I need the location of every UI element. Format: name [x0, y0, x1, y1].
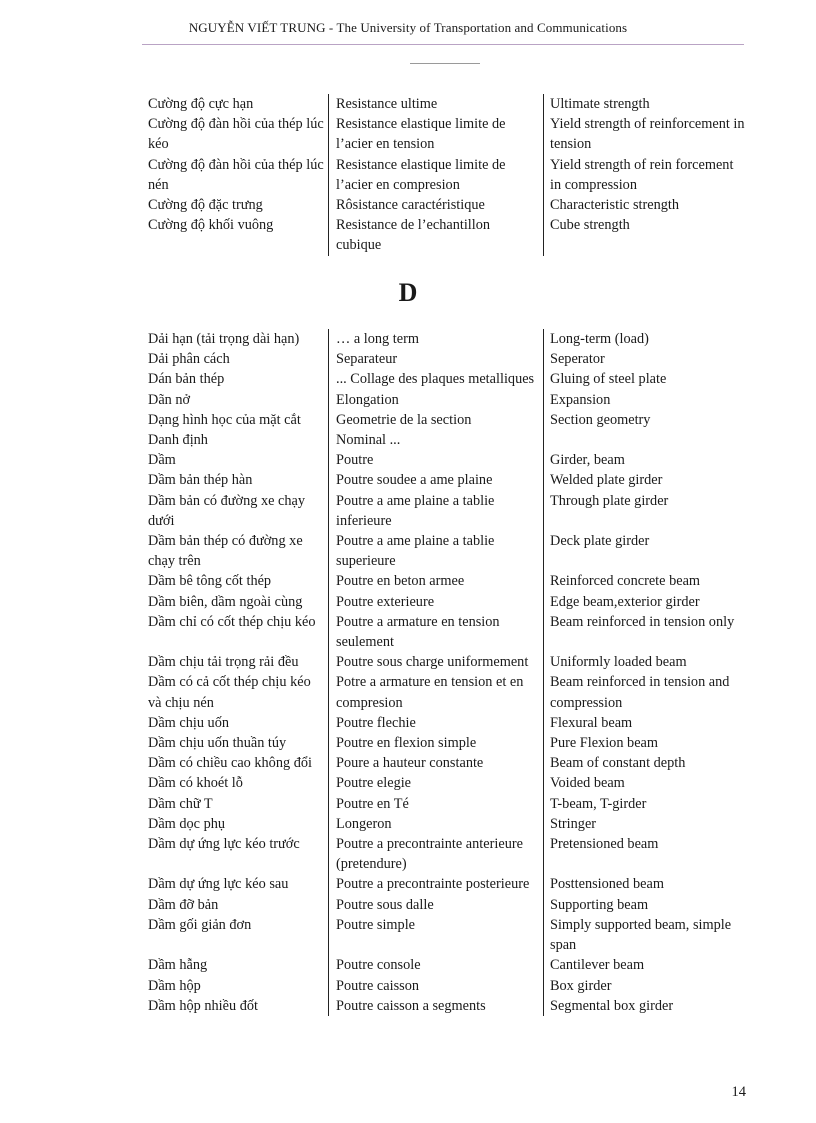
term-french: Separateur: [328, 349, 543, 369]
term-vietnamese: Dầm có chiều cao không đổi: [148, 755, 312, 772]
term-french: Poutre caisson a segments: [328, 996, 543, 1016]
term-english: Uniformly loaded beam: [543, 652, 745, 672]
term-french: Poutre: [328, 450, 543, 470]
term-french: Potre a armature en tension et en compresion: [328, 672, 543, 712]
term-vietnamese: Dạng hình học của mặt cắt: [148, 411, 301, 428]
term-french: Poutre a precontrainte anterieure (pretendure): [328, 834, 543, 874]
glossary-row: [148, 672, 748, 712]
term-french: Poutre sous dalle: [328, 895, 543, 915]
glossary-row: [148, 329, 748, 349]
term-french: Poutre en beton armee: [328, 571, 543, 591]
term-vietnamese: Dán bản thép: [148, 371, 225, 388]
glossary-row: [148, 895, 748, 915]
term-english: Edge beam,exterior girder: [543, 592, 745, 612]
term-english: Section geometry: [543, 410, 745, 430]
term-vietnamese: Dầm chịu uốn: [148, 714, 229, 731]
term-french: Resistance elastique limite de l’acier en tension: [328, 114, 543, 154]
term-french: Poutre a precontrainte posterieure: [328, 874, 543, 894]
term-french: Poutre a ame plaine a tablie superieure: [328, 531, 543, 571]
term-english: Beam reinforced in tension and compression: [543, 672, 745, 712]
term-english: Flexural beam: [543, 713, 745, 733]
term-french: Poutre a armature en tension seulement: [328, 612, 543, 652]
glossary-row: [148, 155, 748, 195]
glossary-row: [148, 592, 748, 612]
term-french: Elongation: [328, 390, 543, 410]
term-vietnamese: Dãn nở: [148, 391, 191, 408]
term-english: Characteristic strength: [543, 195, 745, 215]
term-english: Supporting beam: [543, 895, 745, 915]
term-french: Poutre simple: [328, 915, 543, 955]
glossary-row: [148, 531, 748, 571]
term-english: Yield strength of rein forcement in compression: [543, 155, 745, 195]
glossary-row: [148, 450, 748, 470]
header-divider: [142, 44, 744, 45]
term-french: Poutre a ame plaine a tablie inferieure: [328, 491, 543, 531]
term-vietnamese: Danh định: [148, 432, 208, 449]
term-english: Pretensioned beam: [543, 834, 745, 874]
term-vietnamese: Dầm bê tông cốt thép: [148, 573, 272, 590]
term-french: ... Collage des plaques metalliques: [328, 369, 543, 389]
term-english: Segmental box girder: [543, 996, 745, 1016]
glossary-row: [148, 915, 748, 955]
term-english: Box girder: [543, 976, 745, 996]
glossary-row: [148, 834, 748, 874]
glossary-row: [148, 713, 748, 733]
term-english: Seperator: [543, 349, 745, 369]
term-vietnamese: Dải hạn (tải trọng dài hạn): [148, 331, 300, 347]
term-french: Rôsistance caractéristique: [328, 195, 543, 215]
term-french: Poutre soudee a ame plaine: [328, 470, 543, 490]
term-french: Poutre elegie: [328, 773, 543, 793]
term-vietnamese: Dầm hộp: [148, 977, 201, 994]
term-french: Poutre console: [328, 955, 543, 975]
term-french: Poutre en Té: [328, 794, 543, 814]
term-english: Gluing of steel plate: [543, 369, 745, 389]
term-vietnamese: Cường độ khối vuông: [148, 217, 274, 234]
term-french: Resistance de l’echantillon cubique: [328, 215, 543, 255]
glossary-row: [148, 652, 748, 672]
term-vietnamese: Dầm bản thép có đường xe chạy trên: [148, 533, 303, 570]
term-english: Long-term (load): [543, 329, 745, 349]
term-english: Beam reinforced in tension only: [543, 612, 745, 652]
term-french: Poutre flechie: [328, 713, 543, 733]
term-english: Posttensioned beam: [543, 874, 745, 894]
glossary-row: [148, 215, 748, 255]
term-french: Poutre exterieure: [328, 592, 543, 612]
term-vietnamese: Dầm chịu tải trọng rải đều: [148, 654, 299, 671]
term-vietnamese: Cường độ đặc trưng: [148, 197, 263, 214]
glossary-row: [148, 996, 748, 1016]
term-english: Simply supported beam, simple span: [543, 915, 745, 955]
term-vietnamese: Dầm chịu uốn thuần túy: [148, 735, 287, 752]
glossary-row: [148, 114, 748, 154]
glossary-row: [148, 955, 748, 975]
glossary-row: [148, 491, 748, 531]
glossary-row: [148, 410, 748, 430]
glossary-row: [148, 195, 748, 215]
term-english: T-beam, T-girder: [543, 794, 745, 814]
term-vietnamese: Dầm hộp nhiều đốt: [148, 997, 258, 1014]
glossary-row: [148, 773, 748, 793]
term-vietnamese: Dầm chỉ có cốt thép chịu kéo: [148, 613, 316, 630]
term-vietnamese: Dầm dự ứng lực kéo sau: [148, 876, 289, 893]
term-vietnamese: Dầm biên, dầm ngoài cùng: [148, 593, 303, 610]
term-english: [543, 430, 745, 450]
term-vietnamese: Cường độ đàn hồi của thép lúc kéo: [148, 116, 324, 153]
term-french: Nominal ...: [328, 430, 543, 450]
glossary-row: [148, 874, 748, 894]
term-vietnamese: Dầm có cả cốt thép chịu kéo và chịu nén: [148, 674, 311, 711]
section-letter-heading: D: [398, 278, 418, 307]
term-vietnamese: Dầm bản thép hàn: [148, 472, 253, 489]
term-english: Cantilever beam: [543, 955, 745, 975]
term-french: Longeron: [328, 814, 543, 834]
term-french: Geometrie de la section: [328, 410, 543, 430]
glossary-row: [148, 470, 748, 490]
term-vietnamese: Cường độ cực hạn: [148, 96, 254, 112]
glossary-row: [148, 976, 748, 996]
glossary-row: [148, 753, 748, 773]
glossary-row: [148, 794, 748, 814]
term-english: Stringer: [543, 814, 745, 834]
term-english: Yield strength of reinforcement in tension: [543, 114, 745, 154]
term-french: Poure a hauteur constante: [328, 753, 543, 773]
glossary-row: [148, 349, 748, 369]
term-french: Poutre sous charge uniformement: [328, 652, 543, 672]
glossary-row: [148, 733, 748, 753]
header-short-rule: [410, 63, 480, 64]
glossary-row: [148, 571, 748, 591]
term-english: Girder, beam: [543, 450, 745, 470]
term-vietnamese: Dầm dọc phụ: [148, 815, 226, 832]
glossary-row: [148, 94, 748, 114]
term-english: Deck plate girder: [543, 531, 745, 571]
term-vietnamese: Dầm bản có đường xe chạy dưới: [148, 492, 306, 529]
term-english: Beam of constant depth: [543, 753, 745, 773]
term-french: … a long term: [328, 329, 543, 349]
term-vietnamese: Dải phân cách: [148, 351, 230, 368]
term-vietnamese: Dầm: [148, 452, 176, 469]
glossary-row: [148, 430, 748, 450]
term-french: Poutre en flexion simple: [328, 733, 543, 753]
term-english: Expansion: [543, 390, 745, 410]
page-header: NGUYỄN VIẾT TRUNG - The University of Transportation and Communications: [188, 20, 628, 35]
glossary-row: [148, 612, 748, 652]
term-english: Ultimate strength: [543, 94, 745, 114]
glossary-row: [148, 369, 748, 389]
glossary-table-d: [148, 329, 748, 1016]
term-english: Through plate girder: [543, 491, 745, 531]
term-english: Pure Flexion beam: [543, 733, 745, 753]
term-english: Reinforced concrete beam: [543, 571, 745, 591]
term-vietnamese: Dầm gối giản đơn: [148, 916, 252, 933]
glossary-table-c: [148, 94, 748, 256]
glossary-row: [148, 390, 748, 410]
term-english: Voided beam: [543, 773, 745, 793]
term-vietnamese: Dầm có khoét lỗ: [148, 775, 243, 792]
term-vietnamese: Dầm đỡ bản: [148, 896, 219, 913]
term-vietnamese: Dầm chữ T: [148, 795, 213, 812]
term-vietnamese: Dầm dự ứng lực kéo trước: [148, 836, 300, 853]
term-french: Poutre caisson: [328, 976, 543, 996]
term-vietnamese: Cường độ đàn hồi của thép lúc nén: [148, 156, 324, 193]
page-number: 14: [731, 1084, 746, 1100]
term-french: Resistance elastique limite de l’acier en compresion: [328, 155, 543, 195]
term-english: Cube strength: [543, 215, 745, 255]
term-english: Welded plate girder: [543, 470, 745, 490]
term-french: Resistance ultime: [328, 94, 543, 114]
term-vietnamese: Dầm hẫng: [148, 957, 208, 974]
glossary-row: [148, 814, 748, 834]
